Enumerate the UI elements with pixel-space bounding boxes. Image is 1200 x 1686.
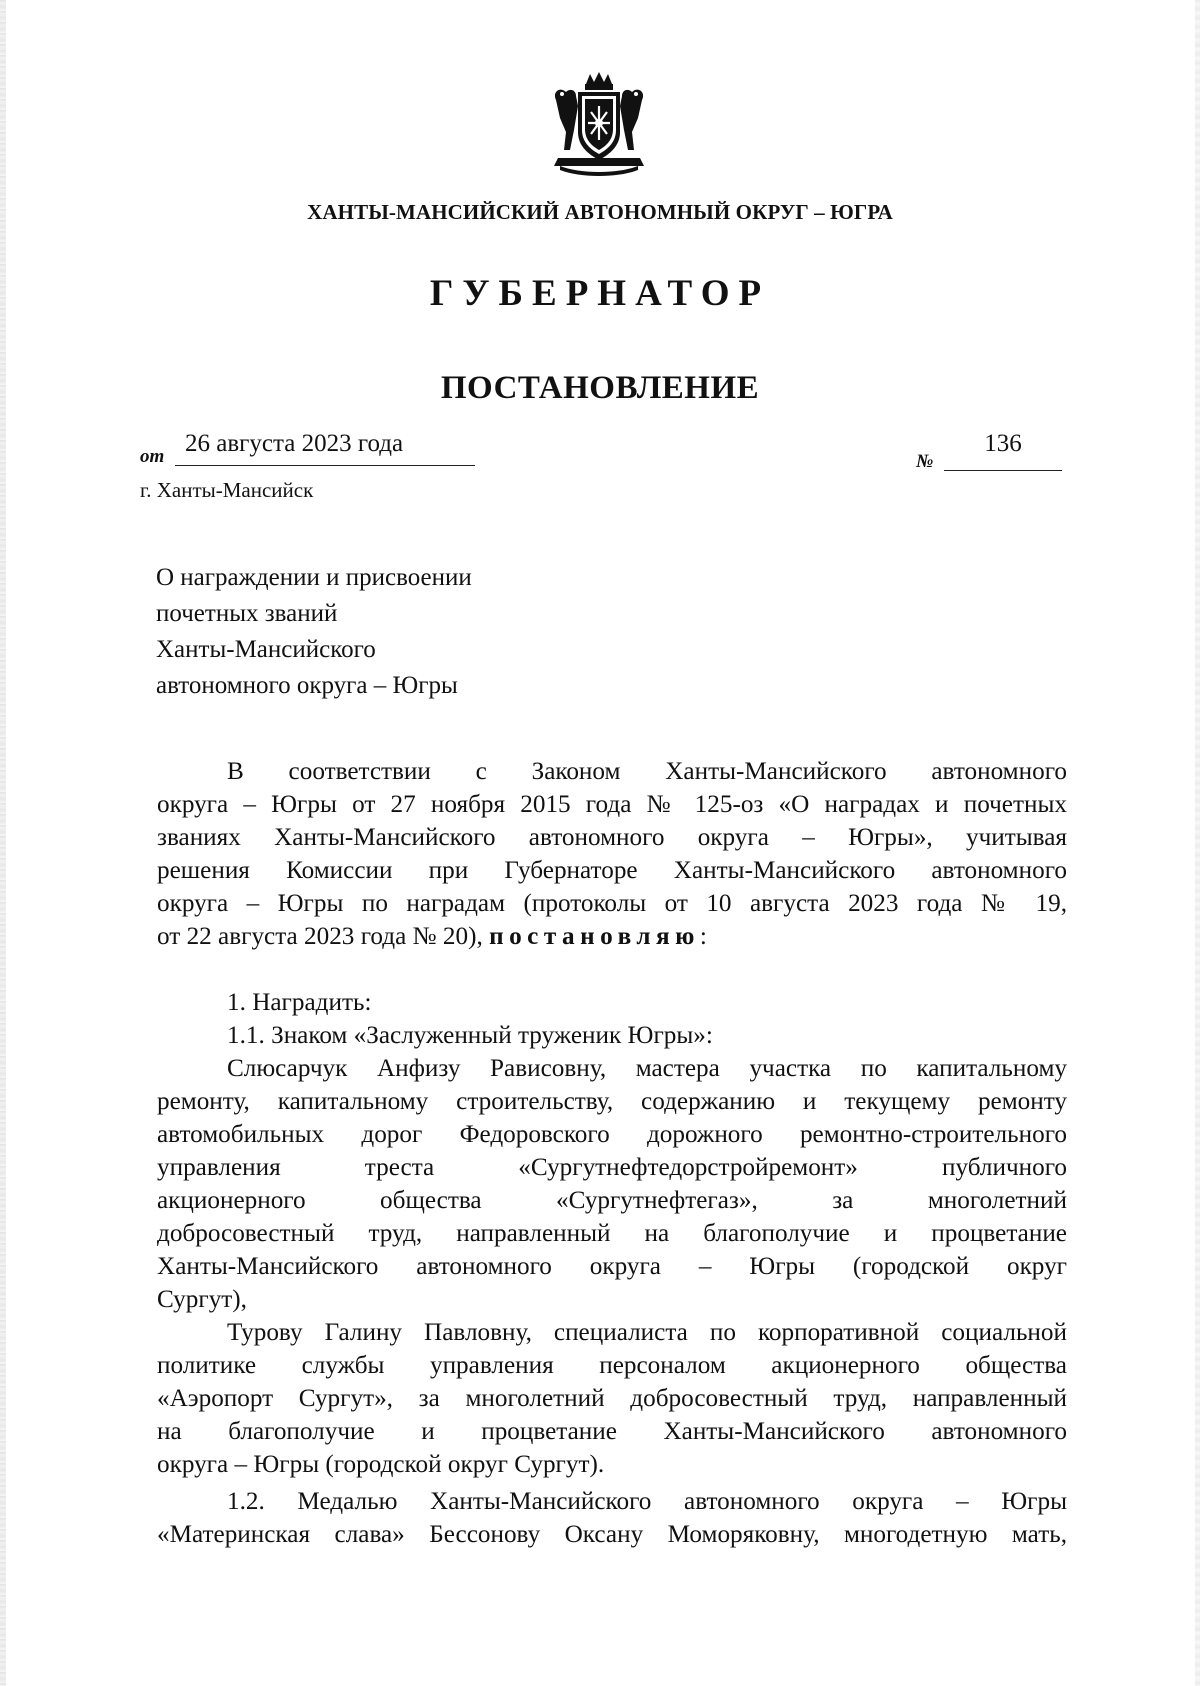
document-subject — [156, 560, 656, 704]
awardee-1-last-line: Сургут), — [157, 1286, 247, 1313]
document-number: 136 — [944, 430, 1062, 471]
item-1-heading: 1. Наградить: — [227, 989, 372, 1016]
decree-colon: : — [699, 923, 707, 950]
awardee-2-last-line: округа – Югры (городской округ Сургут). — [157, 1451, 605, 1478]
item-1-1-heading: 1.1. Знаком «Заслуженный труженик Югры»: — [227, 1022, 713, 1049]
subject-line: автономного округа – Югры — [156, 672, 458, 699]
item-1-2-line: 1.2. Медалью Ханты-Мансийского автономного округа – Югры — [227, 1488, 1067, 1515]
awardee-1-line: ремонту, капитальному строительству, содержанию и текущему ремонту — [157, 1088, 1067, 1115]
preamble-line: округа – Югры по наградам (протоколы от 10 августа 2023 года № 19, — [157, 890, 1067, 917]
awardee-1-line: автомобильных дорог Федоровского дорожного ремонтно-строительного — [157, 1121, 1067, 1148]
number-label: № — [916, 451, 934, 472]
subject-line: О награждении и присвоении — [156, 564, 472, 591]
document-type-title: ПОСТАНОВЛЕНИЕ — [440, 370, 760, 406]
awardee-1-line: добросовестный труд, направленный на благополучие и процветание — [157, 1220, 1067, 1247]
khmao-coat-of-arms-icon — [550, 70, 648, 178]
preamble-line: В соответствии с Законом Ханты-Мансийского автономного — [227, 758, 1067, 785]
issue-city: г. Ханты-Мансийск — [140, 478, 314, 502]
awardee-1-line: Ханты-Мансийского автономного округа – Югры (городской округ — [157, 1253, 1067, 1280]
item-1 — [157, 986, 1067, 1052]
decree-word: постановляю — [489, 923, 700, 950]
awardee-paragraph-1 — [157, 1052, 1067, 1316]
document-body — [157, 755, 1067, 1551]
awardee-1-line: Слюсарчук Анфизу Рависовну, мастера участка по капитальному — [227, 1055, 1067, 1082]
item-1-2 — [157, 1485, 1067, 1551]
scan-edge-right — [1195, 0, 1200, 1686]
preamble-line: званиях Ханты-Мансийского автономного округа – Югры», учитывая — [157, 824, 1067, 851]
preamble-paragraph — [157, 755, 1067, 953]
preamble-line: решения Комиссии при Губернаторе Ханты-Мансийского автономного — [157, 857, 1067, 884]
awardee-1-line: управления треста «Сургутнефтедорстройремонт» публичного — [157, 1154, 1067, 1181]
date-label: от — [140, 446, 165, 467]
awardee-2-line: политике службы управления персоналом акционерного общества — [157, 1352, 1067, 1379]
region-name: ХАНТЫ-МАНСИЙСКИЙ АВТОНОМНЫЙ ОКРУГ – ЮГРА — [307, 200, 893, 224]
preamble-line: округа – Югры от 27 ноября 2015 года № 125-оз «О наградах и почетных — [157, 791, 1067, 818]
subject-line: почетных званий — [156, 600, 338, 627]
awardee-2-line: на благополучие и процветание Ханты-Мансийского автономного — [157, 1418, 1067, 1445]
document-date: 26 августа 2023 года — [175, 430, 475, 466]
awardee-1-line: акционерного общества «Сургутнефтегаз», за многолетний — [157, 1187, 1067, 1214]
subject-line: Ханты-Мансийского — [156, 636, 376, 663]
awardee-2-line: Турову Галину Павловну, специалиста по корпоративной социальной — [227, 1319, 1067, 1346]
awardee-paragraph-2 — [157, 1316, 1067, 1481]
preamble-last-line — [157, 920, 1067, 953]
awardee-2-line: «Аэропорт Сургут», за многолетний добросовестный труд, направленный — [157, 1385, 1067, 1412]
document-authority-title: ГУБЕРНАТОР — [429, 273, 771, 314]
scan-edge-left — [0, 0, 6, 1686]
item-1-2-line: «Материнская слава» Бессонову Оксану Моморяковну, многодетную мать, — [157, 1521, 1067, 1548]
preamble-last-text: от 22 августа 2023 года № 20), — [157, 923, 490, 950]
